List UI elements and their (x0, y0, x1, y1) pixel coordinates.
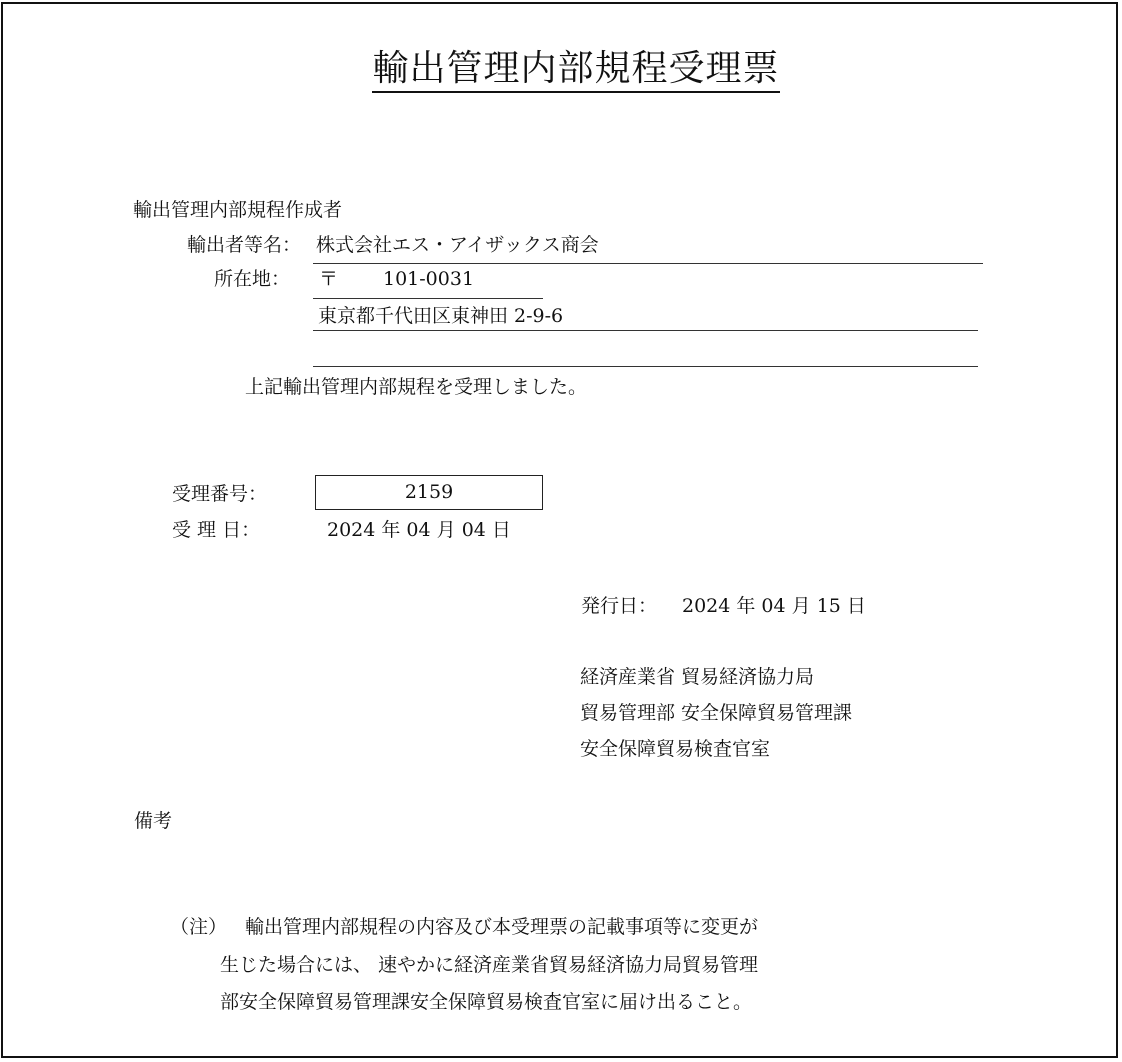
author-section-heading: 輸出管理内部規程作成者 (133, 199, 343, 221)
issuer-line-2: 貿易管理部 安全保障貿易管理課 (580, 702, 853, 724)
address-line-2-underline (313, 366, 978, 367)
exporter-name: 株式会社エス・アイザックス商会 (316, 234, 599, 256)
issue-date: 2024 年 04 月 15 日 (682, 595, 866, 617)
receipt-date-label: 受 理 日： (172, 519, 261, 541)
remarks-label: 備考 (134, 810, 173, 832)
address-line-1-underline (313, 330, 978, 331)
acceptance-statement: 上記輸出管理内部規程を受理しました。 (245, 376, 588, 398)
document-frame (1, 2, 1118, 1058)
address-label: 所在地： (214, 268, 291, 290)
receipt-number-label: 受理番号： (172, 483, 268, 505)
issuer-line-3: 安全保障貿易検査官室 (580, 738, 771, 760)
note-line-3: 部安全保障貿易管理課安全保障貿易検査官室に届け出ること。 (220, 991, 753, 1013)
exporter-label: 輸出者等名： (187, 234, 302, 256)
address-line-1: 東京都千代田区東神田 2-9-6 (318, 305, 564, 327)
note-line-2: 生じた場合には、 速やかに経済産業省貿易経済協力局貿易管理 (220, 954, 759, 976)
issue-date-label: 発行日： (581, 595, 658, 617)
note-marker: （注） (170, 916, 228, 938)
issuer-line-1: 経済産業省 貿易経済協力局 (580, 666, 815, 688)
postal-code-underline (313, 298, 543, 299)
note-line-1: 輸出管理内部規程の内容及び本受理票の記載事項等に変更が (245, 916, 759, 938)
postal-code: 101-0031 (383, 268, 475, 290)
receipt-number-box: 2159 (315, 475, 543, 510)
receipt-date: 2024 年 04 月 04 日 (327, 519, 511, 541)
postal-mark: 〒 (319, 268, 339, 290)
document-title: 輸出管理内部規程受理票 (0, 47, 1122, 91)
exporter-name-underline (313, 263, 983, 264)
